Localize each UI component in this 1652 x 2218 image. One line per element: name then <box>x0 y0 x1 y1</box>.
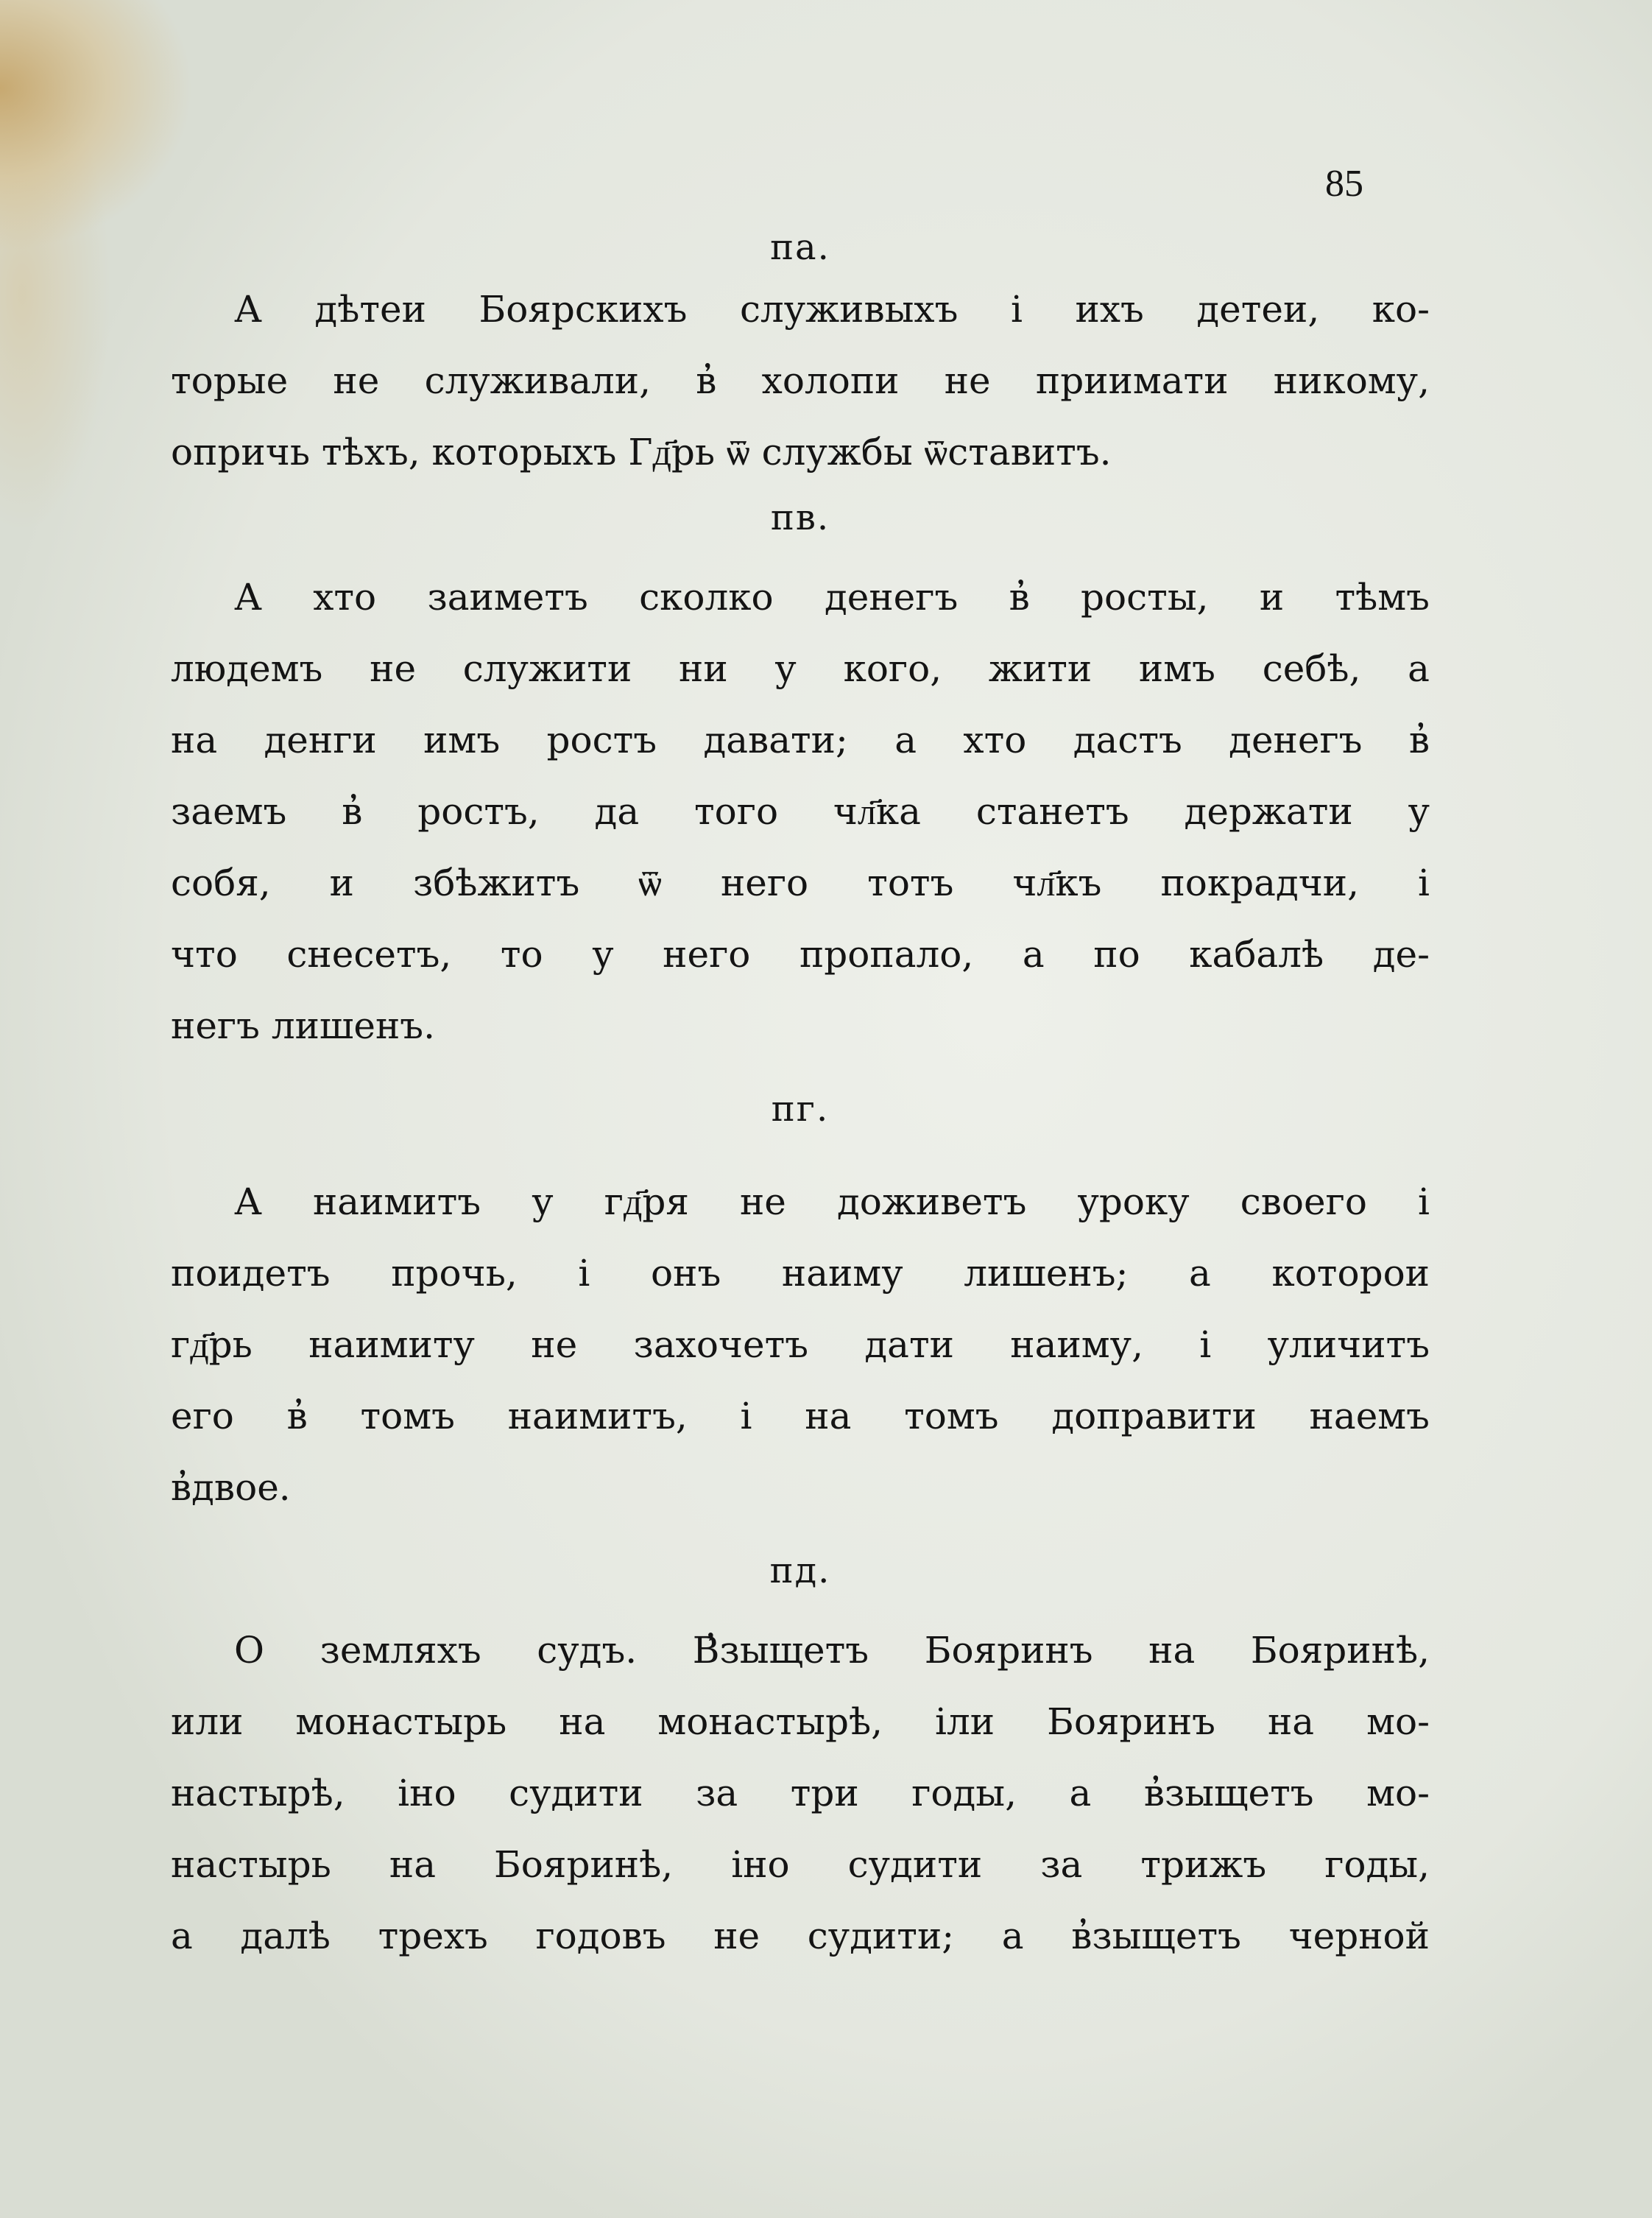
text-line: А хто заиметъ сколко денегъ в̓ росты, и тѣмъ <box>234 576 1430 619</box>
text-line: что снесетъ, то у него пропало, а по кабалѣ де- <box>171 933 1430 976</box>
text-line: настырѣ, іно судити за три годы, а в̓зыщетъ мо- <box>171 1772 1430 1814</box>
article-heading: пг. <box>771 1088 830 1130</box>
text-line: поидетъ прочь, і онъ наиму лишенъ; а которои <box>171 1252 1430 1295</box>
article-heading: па. <box>770 227 830 268</box>
text-line: гд҃рь наимиту не захочетъ дати наиму, і уличитъ <box>171 1323 1430 1366</box>
text-line: на денги имъ ростъ давати; а хто дастъ денегъ в̓ <box>171 719 1430 761</box>
text-line: опричь тѣхъ, которыхъ Гд҃рь ѿ службы ѿставитъ. <box>171 431 1112 473</box>
text-line: его в̓ томъ наимитъ, і на томъ доправити наемъ <box>171 1395 1430 1437</box>
text-line: или монастырь на монастырѣ, іли Бояринъ на мо- <box>171 1700 1430 1743</box>
text-line: О земляхъ судъ. В̓зыщетъ Бояринъ на Бояринѣ, <box>234 1629 1430 1672</box>
article-paragraph <box>171 1166 1430 1524</box>
text-line: людемъ не служити ни у кого, жити имъ себѣ, а <box>171 647 1430 690</box>
article-heading: пд. <box>769 1550 831 1591</box>
text-line: заемъ в̓ ростъ, да того чл҃ка станетъ держати у <box>171 790 1430 833</box>
text-line: собя, и збѣжитъ ѿ него тотъ чл҃къ покрадчи, і <box>171 862 1430 904</box>
article-paragraph <box>171 562 1430 1062</box>
text-line: А дѣтеи Боярскихъ служивыхъ і ихъ детеи, ко- <box>234 288 1430 331</box>
text-body <box>171 221 1430 1975</box>
text-line: негъ лишенъ. <box>171 1004 436 1047</box>
text-line: настырь на Бояринѣ, іно судити за трижъ годы, <box>171 1843 1430 1886</box>
article-paragraph <box>171 274 1430 488</box>
page-number: 85 <box>1325 163 1363 205</box>
text-line: А наимитъ у гд҃ря не доживетъ уроку своего і <box>234 1180 1430 1223</box>
text-line: а далѣ трехъ годовъ не судити; а в̓зыщетъ черной <box>171 1915 1430 1957</box>
article-heading: пв. <box>770 497 830 538</box>
text-line: в̓двое. <box>171 1466 291 1509</box>
text-line: торые не служивали, в̓ холопи не приимати никому, <box>171 359 1430 402</box>
article-paragraph <box>171 1615 1430 1972</box>
